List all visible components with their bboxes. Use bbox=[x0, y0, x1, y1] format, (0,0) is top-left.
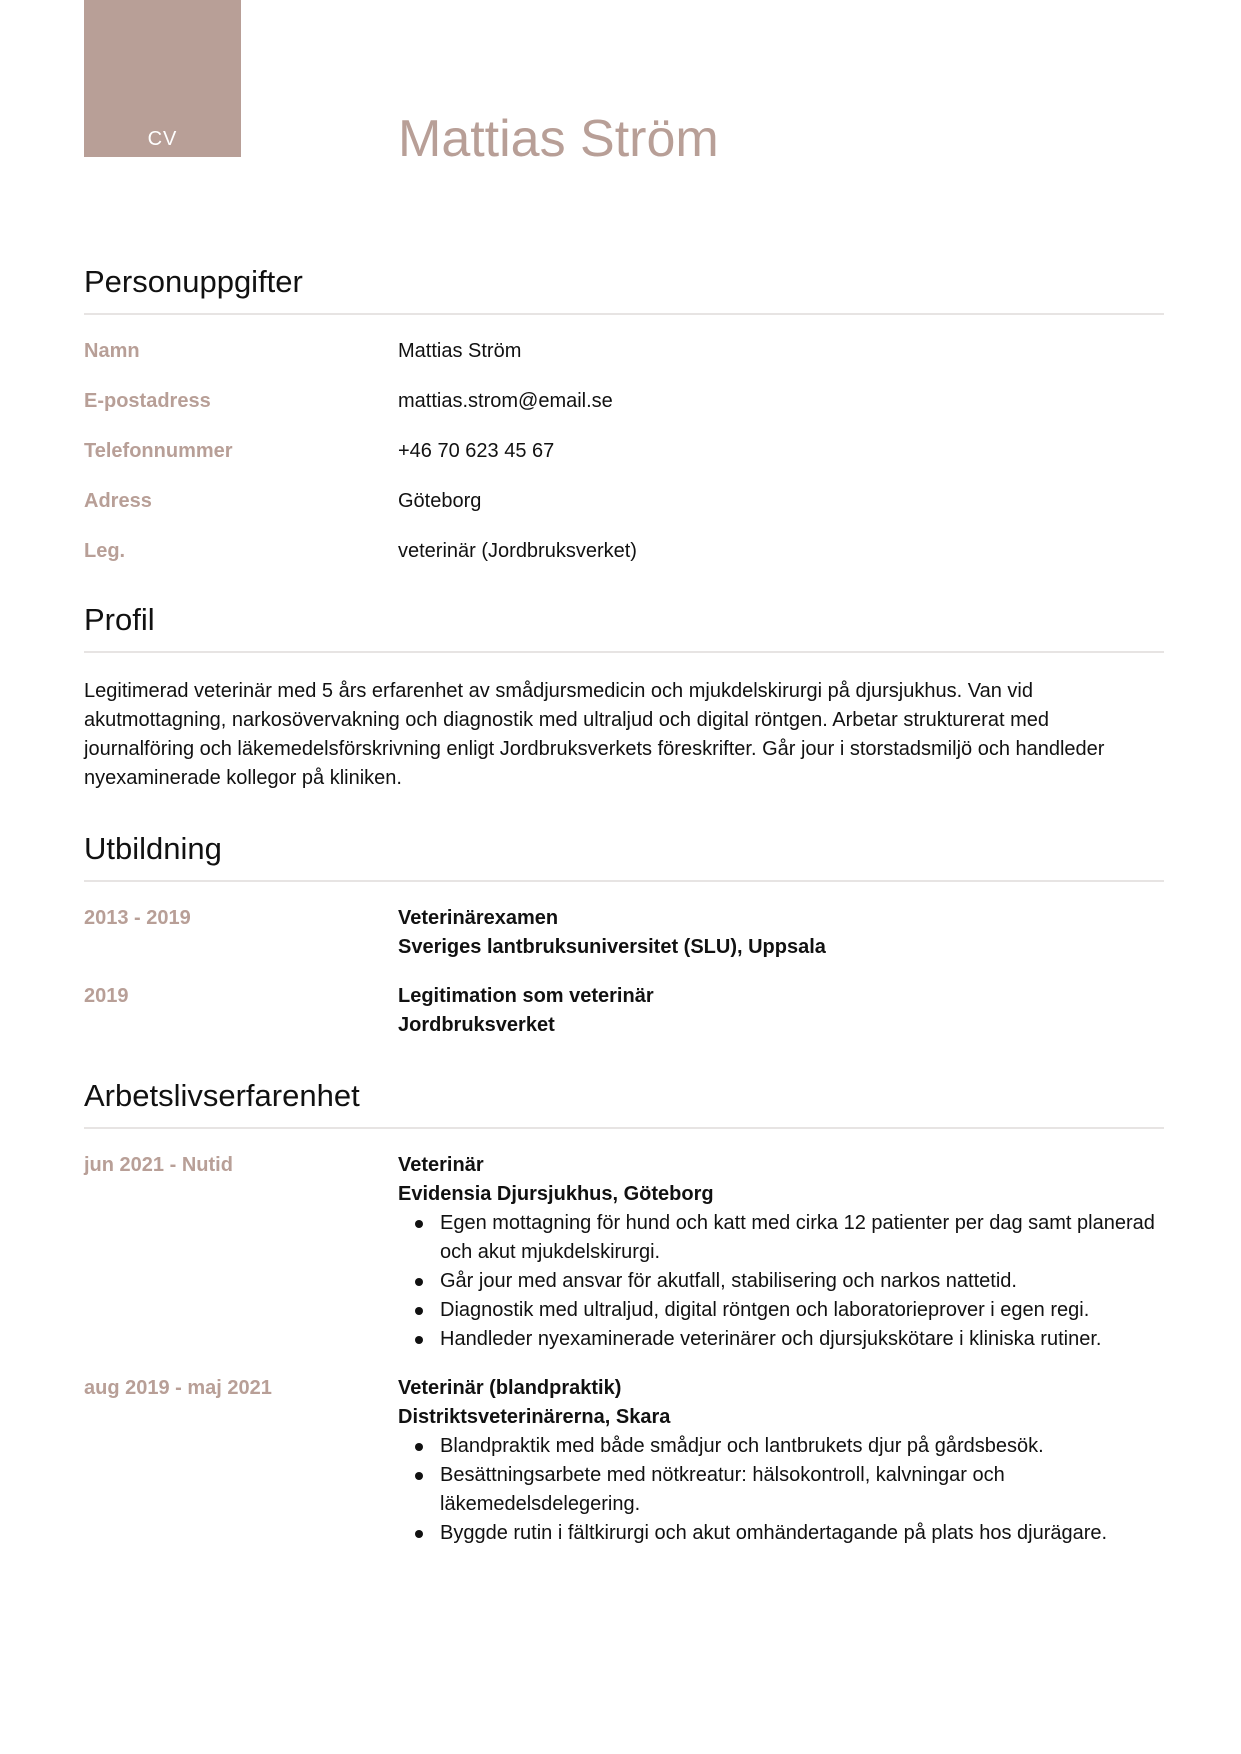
education-list bbox=[84, 904, 1164, 1040]
section-divider bbox=[84, 651, 1164, 653]
section-title-education: Utbildning bbox=[84, 831, 222, 866]
personal-label: E-postadress bbox=[84, 390, 211, 412]
personal-details bbox=[84, 337, 1164, 566]
section-work-experience bbox=[84, 1076, 1164, 1548]
work-bullet: Går jour med ansvar för akutfall, stabilisering och narkos nattetid. bbox=[440, 1267, 1164, 1296]
work-bullet: Handleder nyexaminerade veterinärer och djursjukskötare i kliniska rutiner. bbox=[440, 1325, 1164, 1354]
photo-placeholder bbox=[84, 0, 241, 157]
personal-label: Adress bbox=[84, 490, 152, 512]
education-period: 2019 bbox=[84, 985, 129, 1007]
work-details bbox=[398, 1151, 1164, 1354]
section-divider bbox=[84, 880, 1164, 882]
personal-value: +46 70 623 45 67 bbox=[398, 440, 555, 462]
personal-value: Göteborg bbox=[398, 490, 482, 512]
section-profile bbox=[84, 600, 1164, 793]
work-bullet: Besättningsarbete med nötkreatur: hälsokontroll, kalvningar och läkemedelsdelegering. bbox=[440, 1461, 1164, 1519]
work-details bbox=[398, 1374, 1164, 1548]
work-bullet: Diagnostik med ultraljud, digital röntgen och laboratorieprover i egen regi. bbox=[440, 1296, 1164, 1325]
education-institution: Sveriges lantbruksuniversitet (SLU), Uppsala bbox=[398, 936, 826, 958]
work-period: aug 2019 - maj 2021 bbox=[84, 1377, 272, 1399]
personal-label: Leg. bbox=[84, 540, 126, 562]
work-title: Veterinär bbox=[398, 1154, 484, 1176]
education-entry bbox=[84, 904, 1164, 962]
personal-row-address bbox=[84, 487, 1164, 516]
education-details bbox=[398, 904, 1164, 962]
work-employer: Evidensia Djursjukhus, Göteborg bbox=[398, 1183, 714, 1205]
candidate-name: Mattias Ström bbox=[398, 110, 719, 168]
personal-value: mattias.strom@email.se bbox=[398, 390, 613, 412]
work-bullets bbox=[398, 1209, 1164, 1354]
resume-content bbox=[84, 262, 1164, 1548]
work-bullet: Blandpraktik med både smådjur och lantbrukets djur på gårdsbesök. bbox=[440, 1432, 1164, 1461]
education-entry bbox=[84, 982, 1164, 1040]
section-divider bbox=[84, 1127, 1164, 1129]
work-period: jun 2021 - Nutid bbox=[84, 1154, 233, 1176]
section-education bbox=[84, 829, 1164, 1040]
education-title: Veterinärexamen bbox=[398, 907, 559, 929]
work-title: Veterinär (blandpraktik) bbox=[398, 1377, 622, 1399]
personal-row-phone bbox=[84, 437, 1164, 466]
section-personal bbox=[84, 262, 1164, 566]
profile-summary: Legitimerad veterinär med 5 års erfarenhet av smådjursmedicin och mjukdelskirurgi på djursjukhus. Van vid akutmottagning, narkosövervakning och diagnostik med ultraljud och digital röntgen. Arbetar strukturerat med journalföring och läkemedelsförskrivning enligt Jordbruksverkets föreskrifter. Går jour i storstadsmiljö och handleder nyexaminerade kollegor på kliniken. bbox=[84, 680, 1105, 789]
section-title-profile: Profil bbox=[84, 602, 155, 637]
work-bullet: Byggde rutin i fältkirurgi och akut omhändertagande på plats hos djurägare. bbox=[440, 1519, 1164, 1548]
work-entry bbox=[84, 1374, 1164, 1548]
personal-value: veterinär (Jordbruksverket) bbox=[398, 540, 637, 562]
section-title-work: Arbetslivserfarenhet bbox=[84, 1078, 360, 1113]
personal-row-name bbox=[84, 337, 1164, 366]
work-employer: Distriktsveterinärerna, Skara bbox=[398, 1406, 671, 1428]
personal-row-email bbox=[84, 387, 1164, 416]
personal-value: Mattias Ström bbox=[398, 340, 522, 362]
education-details bbox=[398, 982, 1164, 1040]
education-period: 2013 - 2019 bbox=[84, 907, 191, 929]
personal-row-license bbox=[84, 537, 1164, 566]
section-divider bbox=[84, 313, 1164, 315]
education-institution: Jordbruksverket bbox=[398, 1014, 555, 1036]
work-entry bbox=[84, 1151, 1164, 1354]
work-bullet: Egen mottagning för hund och katt med cirka 12 patienter per dag samt planerad och akut mjukdelskirurgi. bbox=[440, 1209, 1164, 1267]
section-title-personal: Personuppgifter bbox=[84, 264, 303, 299]
photo-label: CV bbox=[147, 128, 178, 150]
personal-label: Telefonnummer bbox=[84, 440, 233, 462]
work-list bbox=[84, 1151, 1164, 1548]
education-title: Legitimation som veterinär bbox=[398, 985, 654, 1007]
personal-label: Namn bbox=[84, 340, 140, 362]
work-bullets bbox=[398, 1432, 1164, 1548]
